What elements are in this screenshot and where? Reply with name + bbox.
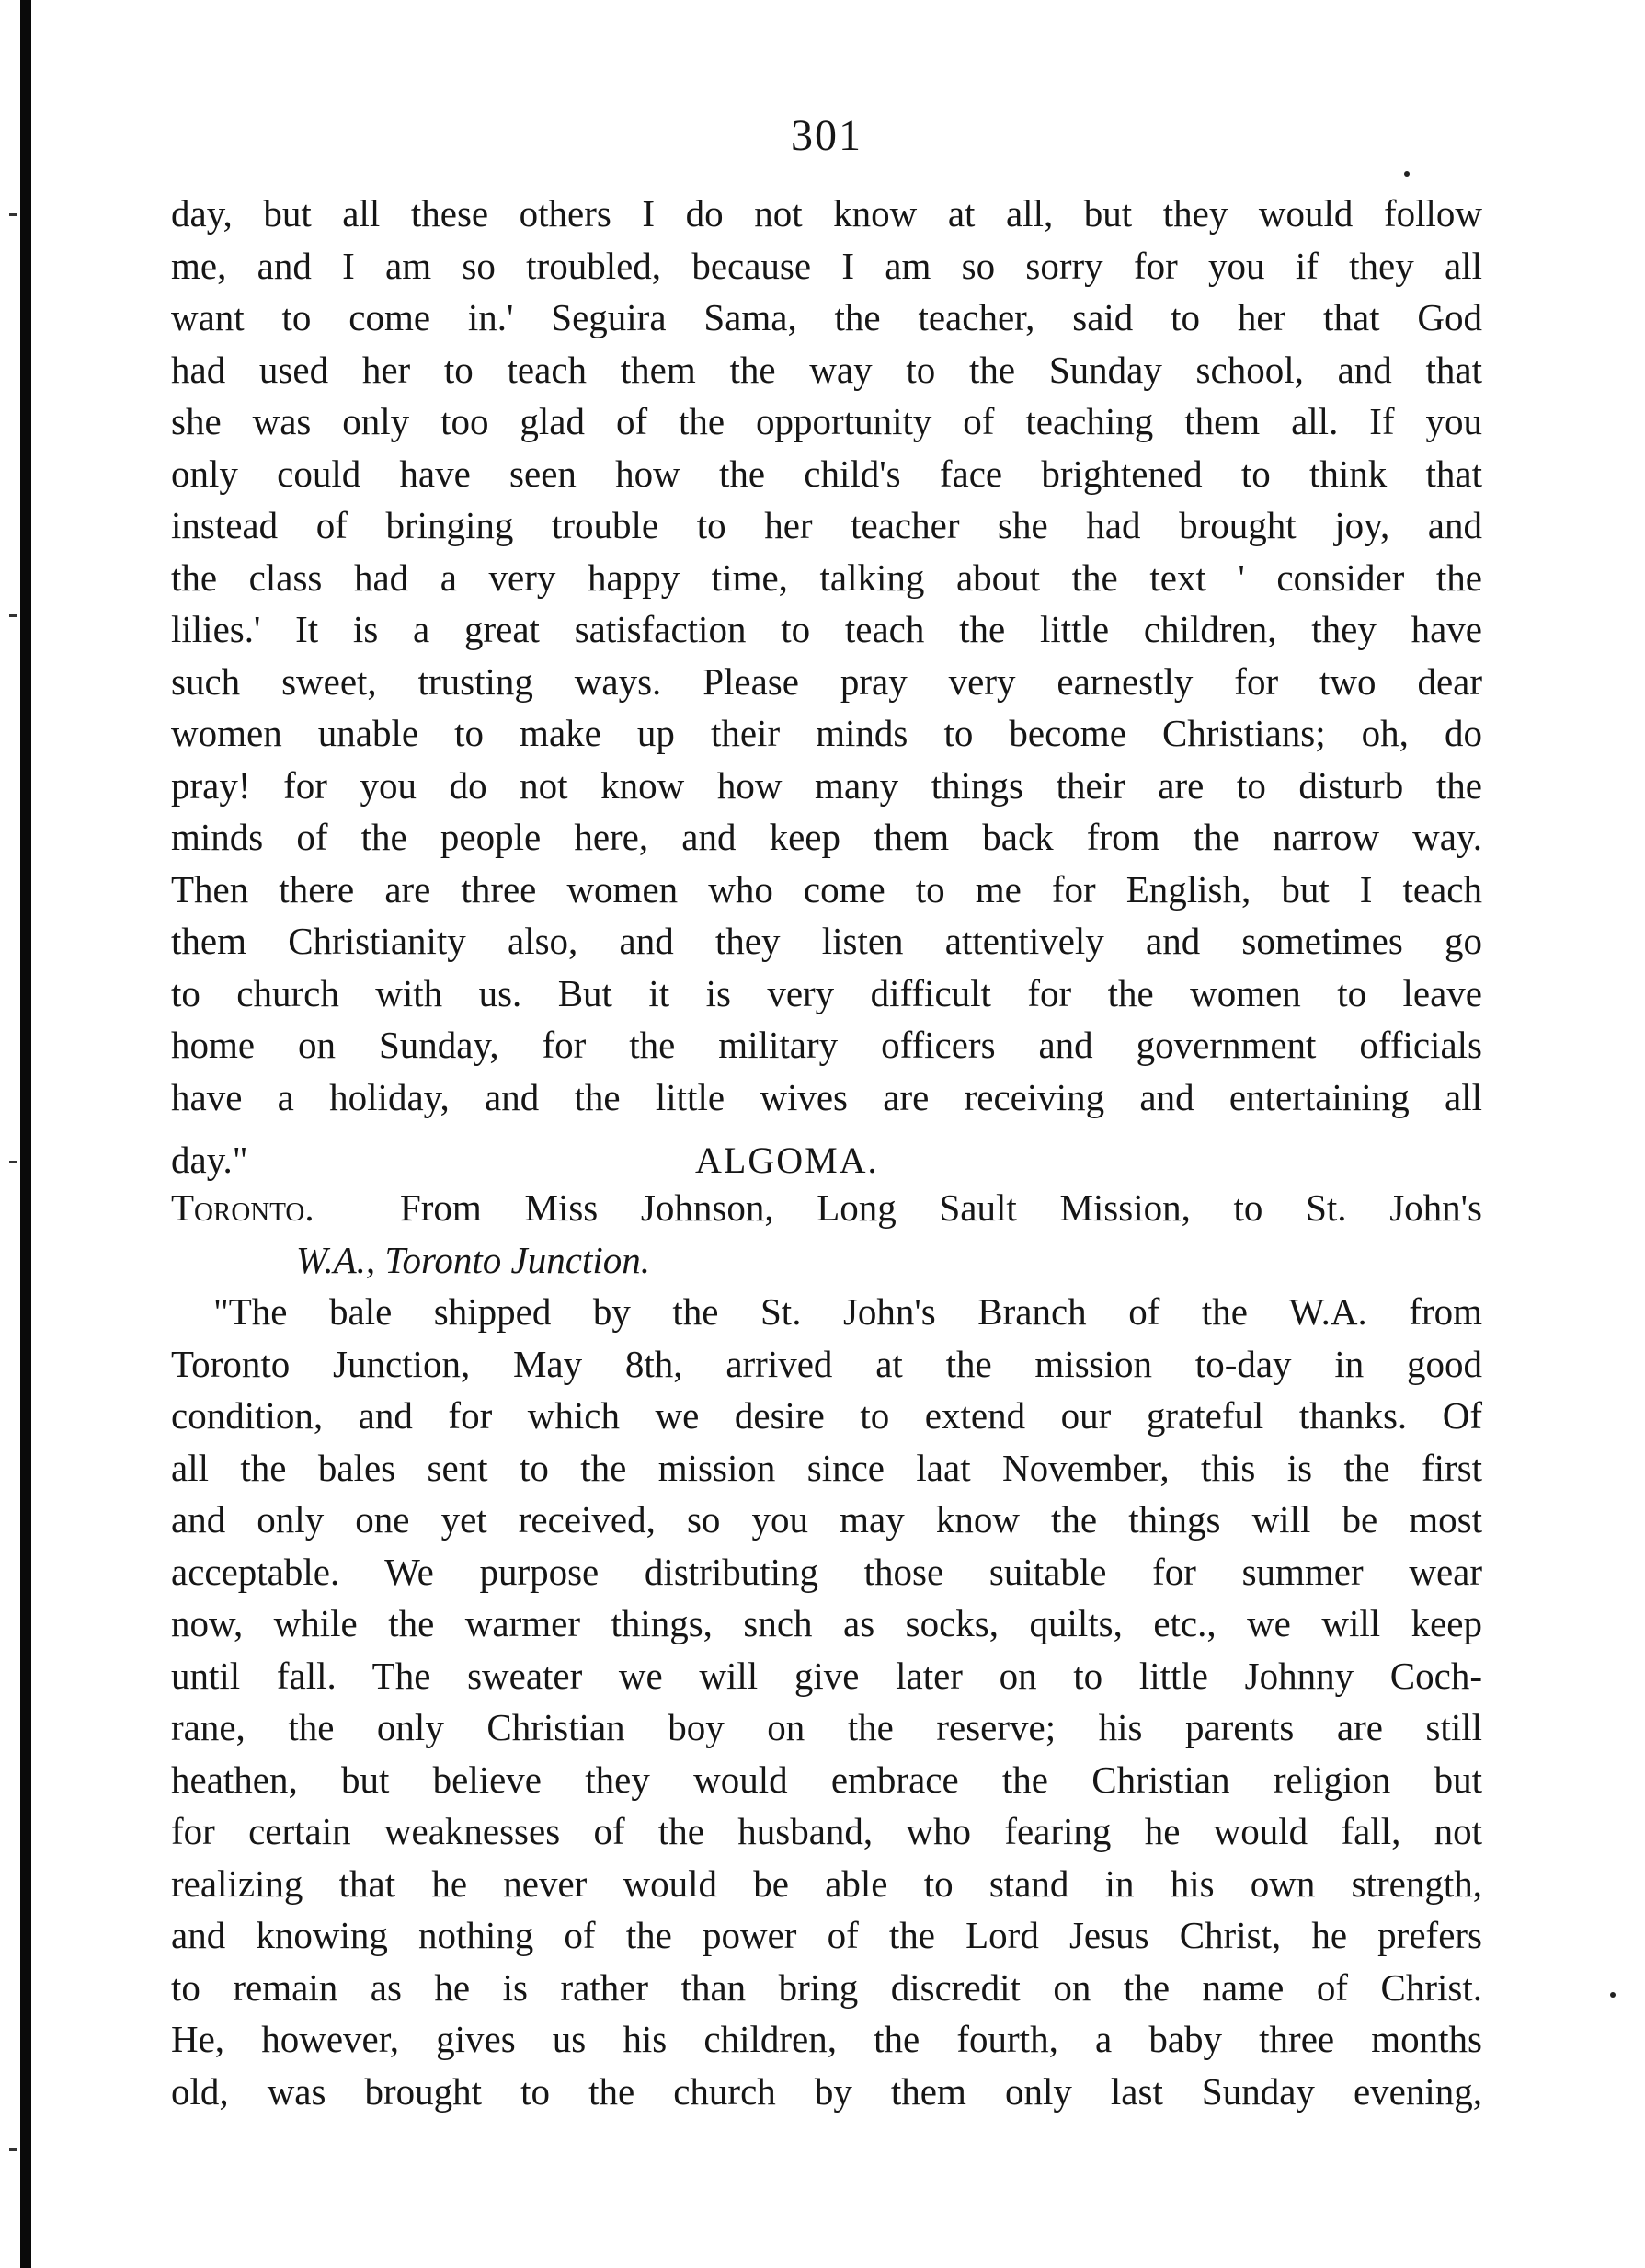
speck-mark [1404,171,1410,177]
letter-header [171,1182,1482,1286]
letter-place: Toronto. [171,1186,314,1229]
text-line: such sweet, trusting ways. Please pray very earnestly for two dear [171,659,1482,703]
text-line: until fall. The sweater we will give later on to little Johnny Coch- [171,1654,1482,1697]
text-line: all the bales sent to the mission since laat November, this is the first [171,1446,1482,1489]
text-line: have a holiday, and the little wives are receiving and entertaining all [171,1075,1482,1118]
text-line: to church with us. But it is very difficult for the women to leave [171,971,1482,1014]
page-number: 301 [791,111,862,160]
section-heading: ALGOMA. [695,1140,879,1181]
letter-recipient [171,1234,1482,1287]
text-line: Then there are three women who come to me for English, but I teach [171,867,1482,911]
paragraph-1 [171,188,1482,1123]
letter-source: From Miss Johnson, Long Sault Mission, to St. John's [399,1186,1483,1229]
text-line: them Christianity also, and they listen attentively and sometimes go [171,920,1482,962]
text-line: only could have seen how the child's face brightened to think that [171,452,1482,495]
text-line: heathen, but believe they would embrace the Christian religion but [171,1758,1482,1801]
text-line: and knowing nothing of the power of the Lord Jesus Christ, he prefers [171,1914,1482,1956]
text-line: lilies.' It is a great satisfaction to teach the little children, they have [171,608,1482,650]
text-line: for certain weaknesses of the husband, who fearing he would fall, not [171,1810,1482,1852]
text-line: condition, and for which we desire to extend our grateful thanks. Of [171,1394,1482,1437]
page-body [171,188,1482,2117]
text-line: day, but all these others I do not know at all, but they would follow [171,192,1482,235]
text-line: acceptable. We purpose distributing those suitable for summer wear [171,1550,1482,1593]
text-line: want to come in.' Seguira Sama, the teacher, said to her that God [171,296,1482,338]
scan-mark [9,2148,17,2151]
text-line: instead of bringing trouble to her teacher she had brought joy, and [171,504,1482,546]
text-line: now, while the warmer things, snch as socks, quilts, etc., we will keep [171,1602,1482,1644]
heading-row [171,1123,1482,1182]
scan-mark [9,614,17,617]
text-line: minds of the people here, and keep them back from the narrow way. [171,816,1482,858]
text-line: women unable to make up their minds to become Christians; oh, do [171,712,1482,754]
text-line: Toronto Junction, May 8th, arrived at the mission to-day in good [171,1342,1482,1385]
text-line: old, was brought to the church by them only last Sunday evening, [171,2069,1482,2113]
paragraph-1-end: day." [171,1139,248,1181]
scan-mark [9,213,17,216]
text-line: "The bale shipped by the St. John's Branch of the W.A. from [213,1290,1482,1333]
text-line: rane, the only Christian boy on the reserve; his parents are still [171,1706,1482,1748]
text-line: to remain as he is rather than bring discredit on the name of Christ. [171,1965,1482,2009]
text-line: realizing that he never would be able to stand in his own strength, [171,1861,1482,1905]
page-binding-edge [20,0,31,2268]
text-line: had used her to teach them the way to the Sunday school, and that [171,348,1482,391]
text-line: pray! for you do not know how many things their are to disturb the [171,763,1482,807]
scan-mark [9,1161,17,1163]
paragraph-2 [171,1286,1482,2117]
text-line: and only one yet received, so you may know the things will be most [171,1498,1482,1541]
text-line: the class had a very happy time, talking about the text ' consider the [171,556,1482,599]
text-line: she was only too glad of the opportunity of teaching them all. If you [171,400,1482,442]
text-line: home on Sunday, for the military officers and government officials [171,1024,1482,1066]
text-line: He, however, gives us his children, the fourth, a baby three months [171,2018,1482,2060]
speck-mark [1610,1992,1616,1998]
text-line: me, and I am so troubled, because I am so sorry for you if they all [171,244,1482,287]
letter-recipient-text: W.A., Toronto Junction. [296,1238,650,1281]
letter-header-line [171,1182,1482,1234]
